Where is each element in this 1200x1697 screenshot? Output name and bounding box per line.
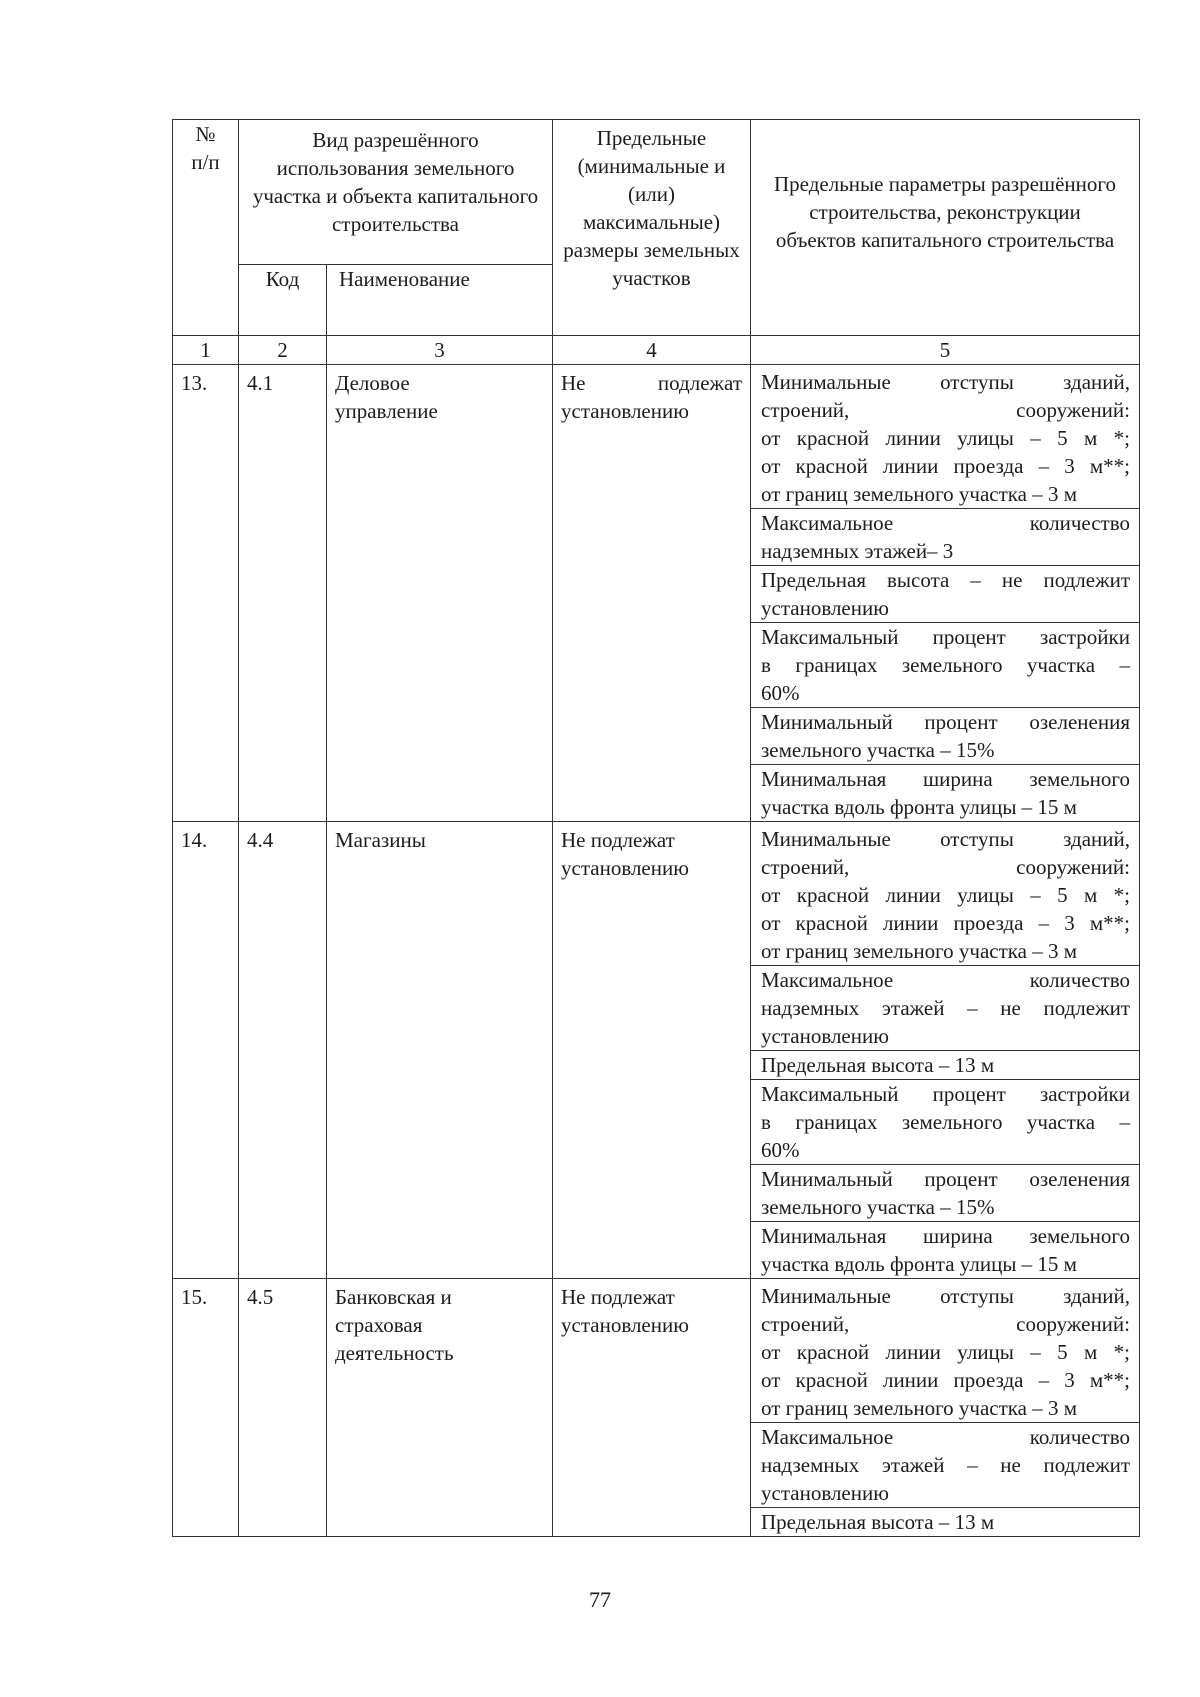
row-code [239,1279,327,1537]
row-number [173,365,239,822]
row-sizes [553,822,751,1279]
param-line: в границах земельного участка – [761,1110,1130,1134]
row-sizes-text: Не подлежат установлению [561,371,742,423]
param-line: 60% [761,681,800,705]
param-line: земельного участка – 15% [761,738,995,762]
param-line: Максимальный процент застройки [761,625,1130,649]
param-block [751,965,1139,1050]
row-name [327,1279,553,1537]
row-params [751,1279,1140,1537]
param-line: земельного участка – 15% [761,1195,995,1219]
row-name [327,822,553,1279]
param-block [751,508,1139,565]
param-line: Предельная высота – не подлежит [761,568,1130,592]
param-line: от красной линии проезда – 3 м**; [761,911,1130,935]
row-sizes [553,1279,751,1537]
table-row [173,1279,1140,1537]
row-number-text: 15. [181,1285,208,1309]
param-line: Максимальное количество [761,968,1130,992]
param-line: Минимальная ширина земельного [761,767,1130,791]
row-name-text: Банковская и страховая деятельность [335,1285,454,1365]
row-number-text: 13. [181,371,208,395]
param-block [751,1164,1139,1221]
param-line: от границ земельного участка – 3 м [761,482,1078,506]
param-block [751,822,1139,965]
col-number: 1 [173,336,239,365]
param-line: от красной линии проезда – 3 м**; [761,1368,1130,1392]
row-number [173,822,239,1279]
param-block [751,1507,1139,1536]
row-name [327,365,553,822]
param-line: 60% [761,1138,800,1162]
param-line: в границах земельного участка – [761,653,1130,677]
param-block [751,565,1139,622]
header-sizes: Предельные (минимальные и (или) максимальные) размеры земельных участков [553,120,751,336]
param-line: Минимальный процент озеленения [761,1167,1130,1191]
param-line: от красной линии проезда – 3 м**; [761,454,1130,478]
param-line: установлению [761,1481,889,1505]
row-code-text: 4.4 [247,828,274,852]
param-line: Минимальные отступы зданий, [761,1284,1130,1308]
row-code-text: 4.5 [247,1285,274,1309]
param-line: надземных этажей – не подлежит [761,996,1130,1020]
row-sizes [553,365,751,822]
param-line: Предельная высота – 13 м [761,1510,995,1534]
param-line: Минимальные отступы зданий, [761,827,1130,851]
row-code [239,365,327,822]
row-params [751,822,1140,1279]
param-line: от границ земельного участка – 3 м [761,939,1078,963]
param-block [751,622,1139,707]
param-line: Предельная высота – 13 м [761,1053,995,1077]
row-number [173,1279,239,1537]
param-line: Максимальное количество [761,1425,1130,1449]
row-sizes-text: Не подлежат установлению [561,828,689,880]
page-number: 77 [589,1587,611,1612]
param-line: Минимальные отступы зданий, [761,370,1130,394]
param-block [751,1050,1139,1079]
header-kind: Вид разрешённого использования земельного участка и объекта капитального строительства [239,120,553,265]
param-block [751,1422,1139,1507]
param-line: от красной линии улицы – 5 м *; [761,883,1130,907]
param-line: установлению [761,596,889,620]
param-line: надземных этажей– 3 [761,539,954,563]
param-line: установлению [761,1024,889,1048]
param-line: Минимальная ширина земельного [761,1224,1130,1248]
param-line: участка вдоль фронта улицы – 15 м [761,1252,1077,1276]
row-code-text: 4.1 [247,371,274,395]
row-sizes-text: Не подлежат установлению [561,1285,689,1337]
header-num: № п/п [173,120,239,336]
table-header-row [173,120,1140,265]
row-number-text: 14. [181,828,208,852]
param-line: Максимальное количество [761,511,1130,535]
param-block [751,1279,1139,1422]
row-name-text: Магазины [335,828,426,852]
table-row [173,822,1140,1279]
col-number: 4 [553,336,751,365]
param-line: участка вдоль фронта улицы – 15 м [761,795,1077,819]
col-number: 5 [751,336,1140,365]
column-numbers-row [173,336,1140,365]
row-params [751,365,1140,822]
header-code: Код [239,265,327,336]
param-line: надземных этажей – не подлежит [761,1453,1130,1477]
param-line: строений, сооружений: [761,398,1130,422]
param-line: строений, сооружений: [761,855,1130,879]
param-block [751,764,1139,821]
param-line: от красной линии улицы – 5 м *; [761,426,1130,450]
row-code [239,822,327,1279]
param-block [751,1221,1139,1278]
param-block [751,1079,1139,1164]
param-line: Максимальный процент застройки [761,1082,1130,1106]
col-number: 2 [239,336,327,365]
table-row [173,365,1140,822]
param-line: от красной линии улицы – 5 м *; [761,1340,1130,1364]
col-number: 3 [327,336,553,365]
param-line: Минимальный процент озеленения [761,710,1130,734]
param-block [751,365,1139,508]
land-use-table [172,119,1140,1537]
param-line: строений, сооружений: [761,1312,1130,1336]
row-name-text: Деловое управление [335,371,438,423]
header-name: Наименование [327,265,553,336]
param-line: от границ земельного участка – 3 м [761,1396,1078,1420]
header-params: Предельные параметры разрешённого строительства, реконструкции объектов капитального строительства [751,120,1140,336]
param-block [751,707,1139,764]
